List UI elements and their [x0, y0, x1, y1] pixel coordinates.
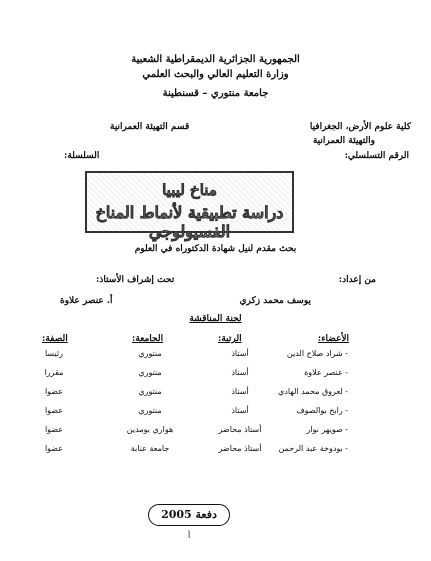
supervisor-name: أ. عنصر علاوة: [60, 296, 113, 306]
faculty-name-line2: والتهيئة العمرانية: [312, 136, 375, 146]
faculty-name: كلية علوم الأرض، الجغرافيا: [309, 122, 411, 132]
thesis-subtitle: دراسة تطبيقية لأنماط المناخ الفسيولوجي: [95, 203, 284, 241]
table-row: [0, 425, 431, 439]
member-rank: أستاذ: [231, 368, 249, 377]
member-role: عضوا: [44, 444, 64, 453]
prepared-by-label: من إعداد:: [338, 275, 376, 285]
member-role: مقررا: [44, 368, 64, 377]
ministry-heading: وزارة التعليم العالي والبحث العلمي: [142, 69, 289, 80]
thesis-title-box: [85, 171, 294, 241]
member-name: - شراد صلاح الدين: [286, 349, 348, 358]
degree-statement: بحث مقدم لنيل شهادة الدكتوراه في العلوم: [134, 244, 297, 254]
supervisor-label: تحت إشراف الأستاذ:: [96, 275, 175, 285]
university-header: الجامعة:: [132, 334, 164, 344]
series-label: السلسلة:: [64, 151, 100, 161]
member-university: هواري بومدين: [126, 425, 174, 434]
member-rank: أستاذ محاضر: [218, 444, 262, 453]
member-name: - عنصر علاوة: [304, 368, 348, 377]
member-rank: أستاذ محاضر: [218, 425, 262, 434]
table-row: [0, 368, 431, 382]
member-university: منتوري: [138, 406, 162, 415]
republic-heading: الجمهورية الجزائرية الديمقراطية الشعبية: [131, 54, 300, 65]
member-role: عضوا: [44, 425, 64, 434]
member-rank: أستاذ: [231, 387, 249, 396]
member-name: - رابح بوالصوف: [296, 406, 348, 415]
university-heading: جامعة منتوري – قسنطينة: [162, 88, 269, 99]
thesis-title: مناخ ليبيا: [162, 181, 217, 199]
author-name: يوسف محمد زكري: [239, 296, 311, 306]
serial-number-label: الرقم التسلسلي:: [344, 151, 409, 161]
table-row: [0, 349, 431, 363]
member-name: - صويهر نوار: [306, 425, 348, 434]
member-university: منتوري: [138, 368, 162, 377]
table-row: [0, 387, 431, 401]
member-rank: أستاذ: [231, 406, 249, 415]
member-role: رئيسا: [44, 349, 64, 358]
member-university: منتوري: [138, 387, 162, 396]
member-university: منتوري: [138, 349, 162, 358]
rank-header: الرتبة:: [218, 334, 242, 344]
table-row: [0, 406, 431, 420]
member-name: - لعروق محمد الهادي: [278, 387, 348, 396]
members-header: الأعضاء:: [317, 334, 349, 344]
member-name: - بودوخة عبد الرحمن: [278, 444, 348, 453]
member-rank: أستاذ: [231, 349, 249, 358]
member-university: جامعة عنابة: [130, 444, 170, 453]
table-row: [0, 444, 431, 458]
page-number: أ: [188, 531, 191, 540]
year-badge: دفعة 2005: [148, 504, 230, 526]
committee-title: لجنة المناقشة: [189, 314, 242, 324]
member-role: عضوا: [44, 406, 64, 415]
member-role: عضوا: [44, 387, 64, 396]
role-header: الصفة:: [42, 334, 68, 344]
department-name: قسم التهيئة العمرانية: [110, 122, 190, 132]
